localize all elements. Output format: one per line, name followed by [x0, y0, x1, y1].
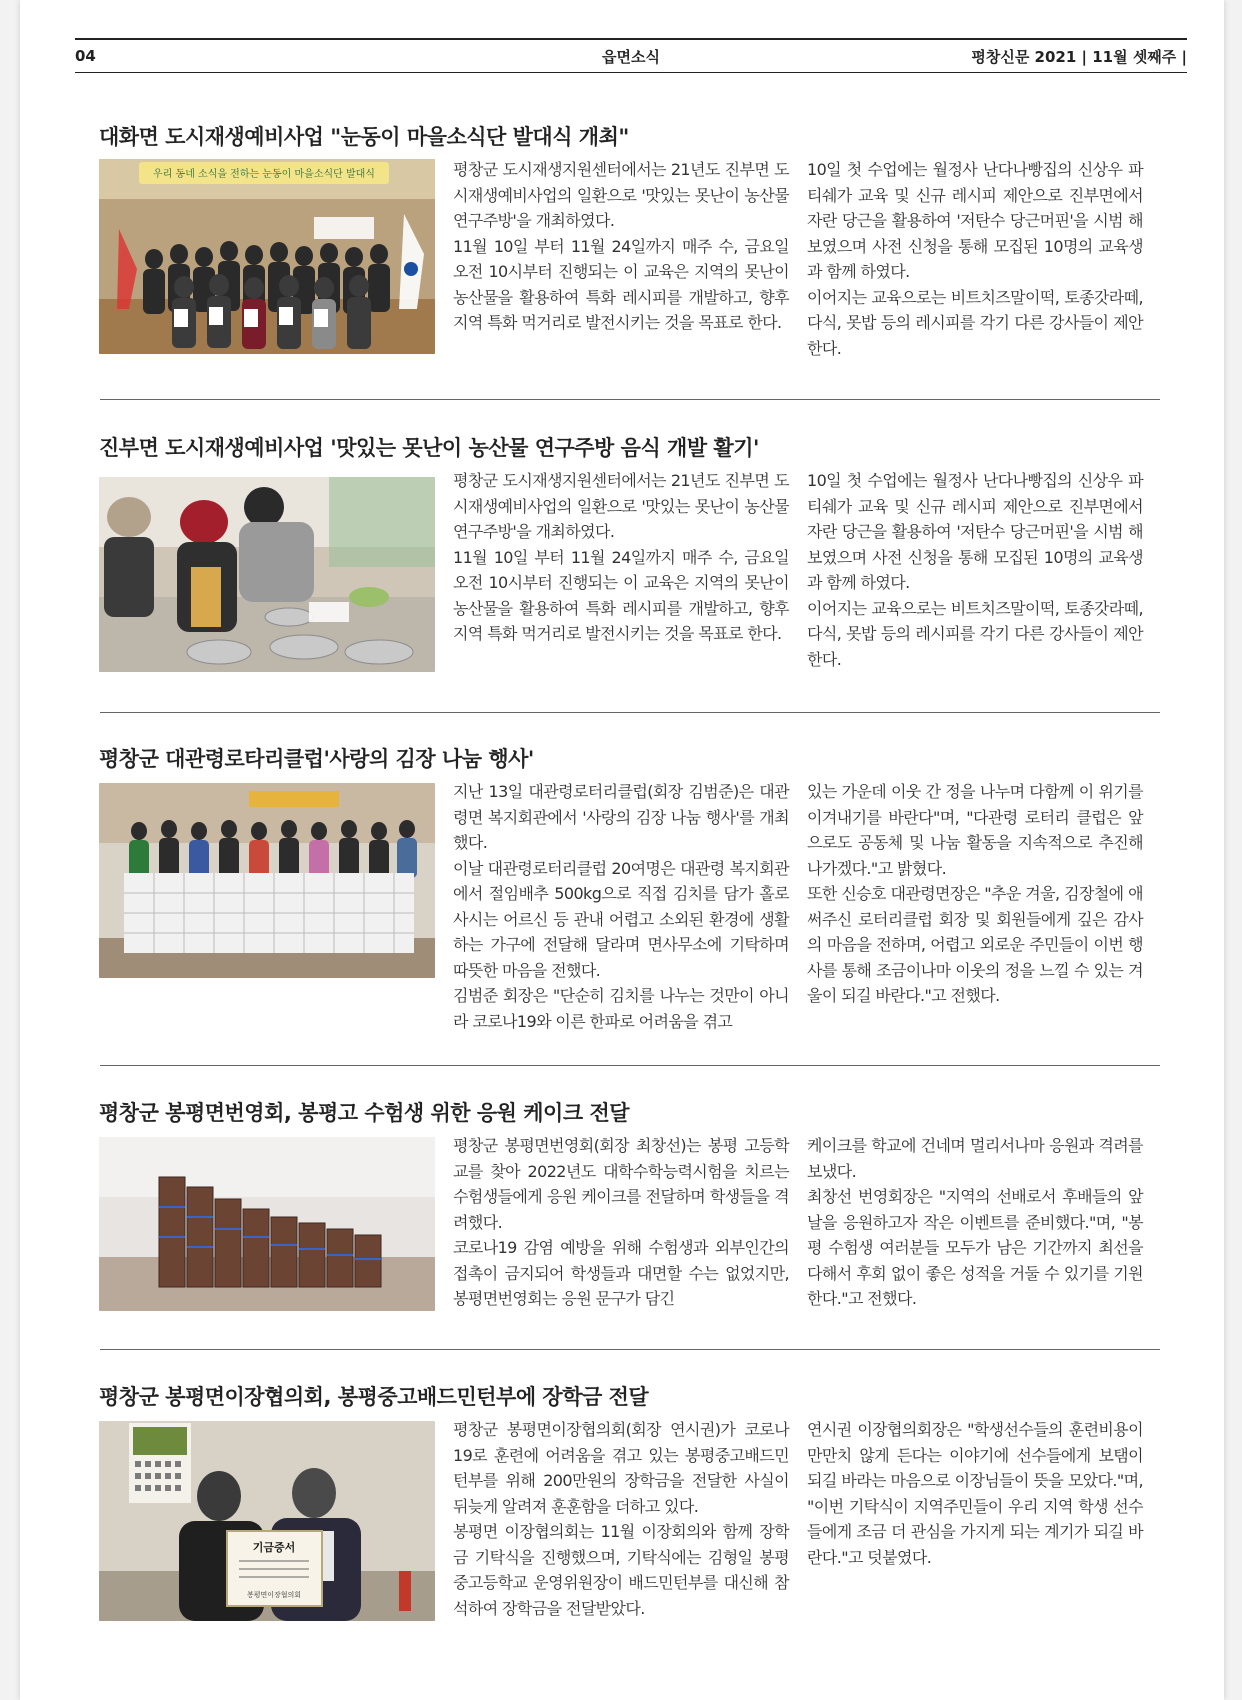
page-header [75, 38, 1187, 73]
paragraph: 코로나19 감염 예방을 위해 수험생과 외부인간의 접촉이 금지되어 학생들과 대면할 수는 없었지만, 봉평면번영회는 응원 문구가 담긴 [453, 1238, 789, 1308]
paragraph: 이날 대관령로터리클럽 20여명은 대관령 복지회관에서 절임배추 500kg으로 직접 김치를 담가 홀로 사시는 어르신 등 관내 어렵고 소외된 환경에 생활하는 가구에 전달해 달라며 면사무소에 기탁하며 따뜻한 마음을 전했다. [453, 858, 789, 980]
divider [100, 712, 1160, 713]
article-photo [99, 477, 435, 672]
article-col-1 [453, 468, 789, 647]
donation-photo-image [99, 1421, 435, 1621]
certificate-title: 기금증서 [252, 1541, 296, 1554]
paragraph: 지난 13일 대관령로터리클럽(회장 김범준)은 대관령면 복지회관에서 '사랑의 김장 나눔 행사'를 개최했다. [453, 782, 789, 852]
article-title: 대화면 도시재생예비사업 "눈동이 마을소식단 발대식 개최" [99, 125, 629, 149]
article-col-2 [807, 1417, 1143, 1570]
kimchi-boxes-photo-image [99, 783, 435, 978]
paragraph: 10일 첫 수업에는 월정사 난다나빵집의 신상우 파티쉐가 교육 및 신규 레시피 제안으로 진부면에서 자란 당근을 활용하여 '저탄수 당근머핀'을 시범 해 보였으며 사전 신청을 통해 모집된 10명의 교육생과 함께 하였다. [807, 471, 1143, 592]
article-col-2 [807, 468, 1143, 672]
paragraph: 평창군 도시재생지원센터에서는 21년도 진부면 도시재생예비사업의 일환으로 '맛있는 못난이 농산물 연구주방'을 개최하였다. [453, 471, 789, 541]
paragraph: 11월 10일 부터 11월 24일까지 매주 수, 금요일 오전 10시부터 진행되는 이 교육은 지역의 못난이 농산물을 활용하여 특화 레시피를 개발하고, 향후 지역 특화 먹거리로 발전시키는 것을 목표로 한다. [453, 236, 789, 332]
paragraph: 10일 첫 수업에는 월정사 난다나빵집의 신상우 파티쉐가 교육 및 신규 레시피 제안으로 진부면에서 자란 당근을 활용하여 '저탄수 당근머핀'을 시범 해 보였으며 사전 신청을 통해 모집된 10명의 교육생과 함께 하였다. [807, 160, 1143, 281]
article-col-1 [453, 1133, 789, 1312]
section-title: 읍면소식 [602, 47, 660, 66]
certificate-org: 봉평면이장협의회 [246, 1591, 302, 1599]
paragraph: 케이크를 학교에 건네며 멀리서나마 응원과 격려를 보냈다. [807, 1136, 1143, 1181]
article-2 [99, 432, 1159, 672]
group-photo-image [99, 159, 435, 354]
article-title: 진부면 도시재생예비사업 '맛있는 못난이 농산물 연구주방 음식 개발 활기' [99, 436, 759, 460]
paragraph: 김범준 회장은 "단순히 김치를 나누는 것만이 아니라 코로나19와 이른 한파로 어려움을 겪고 [453, 986, 789, 1031]
article-photo [99, 1137, 435, 1311]
paragraph: 11월 10일 부터 11월 24일까지 매주 수, 금요일 오전 10시부터 진행되는 이 교육은 지역의 못난이 농산물을 활용하여 특화 레시피를 개발하고, 향후 지역 특화 먹거리로 발전시키는 것을 목표로 한다. [453, 547, 789, 643]
banner-text: 우리 동네 소식을 전하는 눈동이 마을소식단 발대식 [153, 169, 375, 180]
divider [100, 1349, 1160, 1350]
paragraph: 이어지는 교육으로는 비트치즈말이떡, 토종갓라떼, 다식, 못밥 등의 레시피를 각기 다른 강사들이 제안 한다. [807, 287, 1143, 358]
paragraph: 이어지는 교육으로는 비트치즈말이떡, 토종갓라떼, 다식, 못밥 등의 레시피를 각기 다른 강사들이 제안 한다. [807, 598, 1143, 669]
paragraph: 또한 신승호 대관령면장은 "추운 겨울, 김장철에 애써주신 로터리클럽 회장 및 회원들에게 깊은 감사의 마음을 전하며, 어렵고 외로운 주민들이 이번 행사를 통해 조금이나마 이웃의 정을 느낄 수 있는 겨울이 되길 바란다."고 전했다. [807, 884, 1143, 1005]
article-1 [99, 121, 1159, 361]
paragraph: 봉평면 이장협의회는 11월 이장회의와 함께 장학금 기탁식을 진행했으며, 기탁식에는 김형일 봉평중고등학교 운영위원장이 배드민턴부를 대신해 참석하여 장학금을 전달받았다. [453, 1522, 789, 1618]
article-col-1 [453, 157, 789, 336]
paragraph: 평창군 도시재생지원센터에서는 21년도 진부면 도시재생예비사업의 일환으로 '맛있는 못난이 농산물 연구주방'을 개최하였다. [453, 160, 789, 230]
paragraph: 연시권 이장협의회장은 "학생선수들의 훈련비용이 만만치 않게 든다는 이야기에 선수들에게 보탬이 되길 바라는 마음으로 이장님들이 뜻을 모았다."며, "이번 기탁식이 지역주민들이 우리 지역 학생 선수들에게 조금 더 관심을 가지게 되는 계기가 되길 바란다."고 덧붙였다. [807, 1420, 1143, 1567]
paragraph: 평창군 봉평면번영회(회장 최창선)는 봉평 고등학교를 찾아 2022년도 대학수학능력시험을 치르는 수험생들에게 응원 케이크를 전달하며 학생들을 격려했다. [453, 1136, 789, 1232]
article-3 [99, 743, 1159, 1043]
paragraph: 있는 가운데 이웃 간 정을 나누며 다함께 이 위기를 이겨내기를 바란다"며, "다관령 로터리 클럽은 앞으로도 공동체 및 나눔 활동을 지속적으로 추진해 나가겠다."고 밝혔다. [807, 782, 1143, 878]
article-title: 평창군 봉평면이장협의회, 봉평중고배드민턴부에 장학금 전달 [99, 1385, 649, 1409]
issue-info: 평창신문 2021 | 11월 셋째주 | [971, 47, 1187, 66]
divider [100, 399, 1160, 400]
newspaper-page [20, 0, 1224, 1700]
article-title: 평창군 봉평면번영회, 봉평고 수험생 위한 응원 케이크 전달 [99, 1101, 630, 1125]
article-col-2 [807, 157, 1143, 361]
article-col-2 [807, 1133, 1143, 1312]
article-title: 평창군 대관령로타리클럽'사랑의 김장 나눔 행사' [99, 747, 534, 771]
divider [100, 1065, 1160, 1066]
cake-boxes-photo-image [99, 1137, 435, 1311]
paragraph: 평창군 봉평면이장협의회(회장 연시권)가 코로나19로 훈련에 어려움을 겪고 있는 봉평중고배드민턴부를 위해 200만원의 장학금을 전달한 사실이 뒤늦게 알려져 훈훈함을 더하고 있다. [453, 1420, 789, 1516]
article-photo [99, 1421, 435, 1621]
article-4 [99, 1097, 1159, 1337]
article-col-1 [453, 779, 789, 1034]
page-number: 04 [75, 47, 96, 65]
cooking-photo-image [99, 477, 435, 672]
article-5 [99, 1381, 1159, 1641]
paragraph: 최창선 번영회장은 "지역의 선배로서 후배들의 앞날을 응원하고자 작은 이벤트를 준비했다."며, "봉평 수험생 여러분들 모두가 남은 기간까지 최선을 다해서 후회 없이 좋은 성적을 거둘 수 있기를 기원한다."고 전했다. [807, 1187, 1143, 1308]
article-photo [99, 159, 435, 354]
article-col-2 [807, 779, 1143, 1009]
article-photo [99, 783, 435, 978]
article-col-1 [453, 1417, 789, 1621]
